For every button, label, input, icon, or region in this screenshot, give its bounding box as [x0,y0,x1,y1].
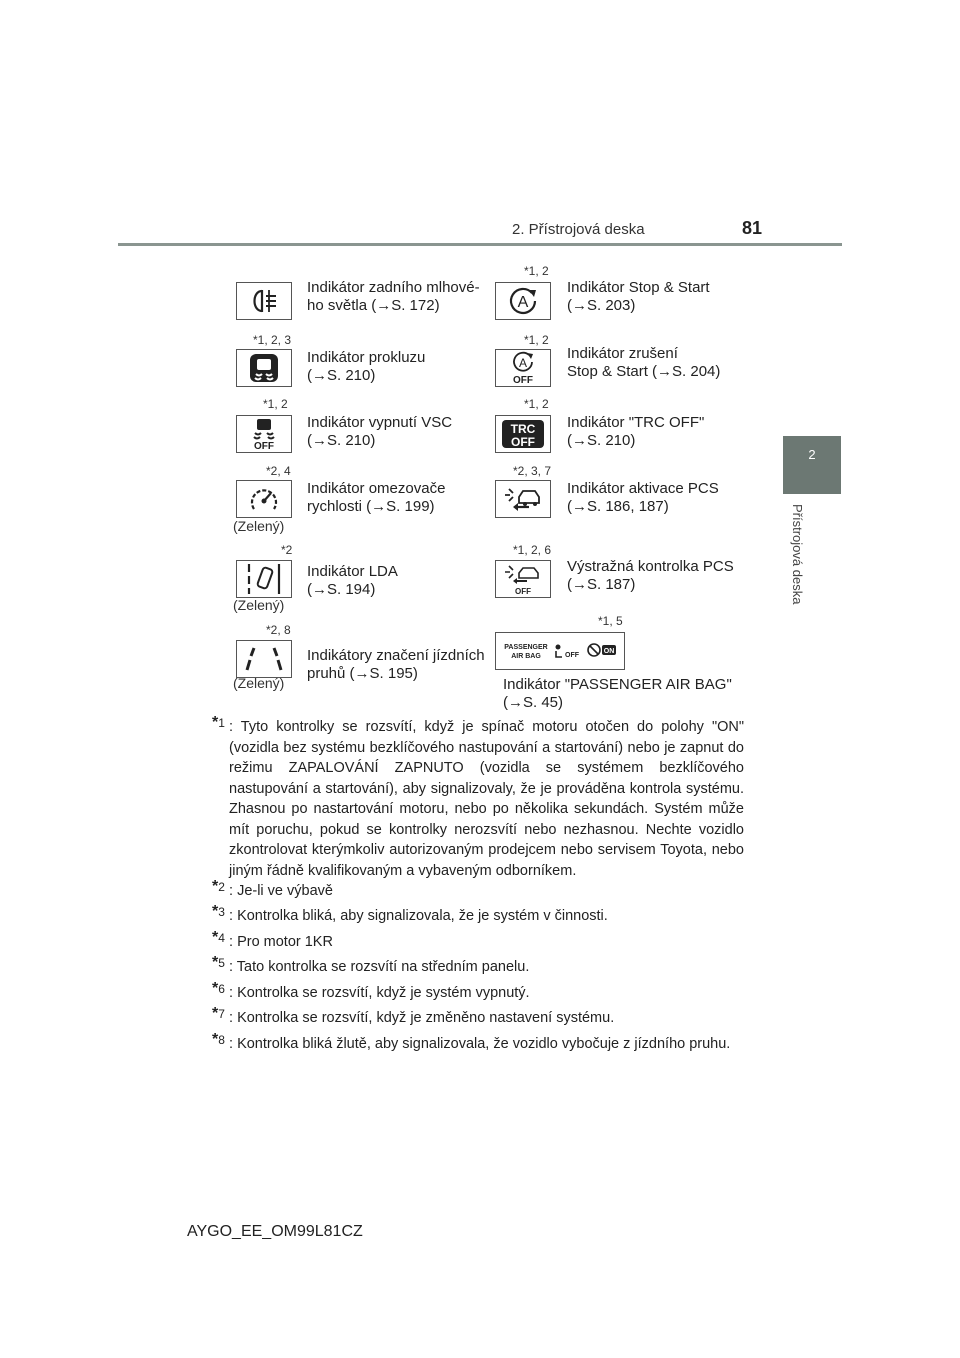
footnote-ref: *2, 8 [266,623,291,637]
footnote-ref: *2 [281,543,293,557]
footnote-marker: *5 [212,954,225,971]
chapter-tab-number: 2 [808,447,816,462]
indicator-label: Indikátor zadního mlhové- ho světla (→S. 172) [307,279,480,314]
footnote-marker: *8 [212,1031,225,1048]
page-number: 81 [742,218,763,238]
footnote-ref: *1, 5 [598,614,623,628]
chapter-tab-label: Přístrojová deska [790,504,805,605]
indicator-label: Indikátor prokluzu (→S. 210) [307,349,426,384]
footnote-marker: *3 [212,903,225,920]
color-note: (Zelený) [233,597,285,613]
footnote: *3 : Kontrolka bliká, aby signalizovala, že je systém v činnosti. [212,903,608,924]
document-code: AYGO_EE_OM99L81CZ [187,1223,363,1240]
footnote: *7 : Kontrolka se rozsvítí, když je změněno nastavení systému. [212,1005,615,1026]
lane-markings-icon [236,640,292,678]
indicator-label: Indikátor vypnutí VSC (→S. 210) [307,414,453,449]
pcs-activation-icon [495,480,551,518]
indicator-label: Indikátor Stop & Start (→S. 203) [567,279,710,314]
footnote-marker: *1 [212,714,225,731]
svg-text:OFF: OFF [565,652,579,659]
indicator-label: Indikátor LDA (→S. 194) [307,563,398,598]
footnote: *5 : Tato kontrolka se rozsvítí na středním panelu. [212,954,530,975]
chapter-tab [783,436,841,494]
svg-text:OFF: OFF [254,441,274,451]
footnote-ref: *1, 2, 6 [513,543,552,557]
speed-limiter-icon [236,480,292,518]
svg-text:AIR BAG: AIR BAG [511,653,541,660]
footnote: *6 : Kontrolka se rozsvítí, když je systém vypnutý. [212,980,530,1001]
footnote-marker: *7 [212,1005,225,1022]
stop-start-off-icon [495,349,551,387]
lda-icon [236,560,292,598]
svg-text:A: A [518,356,528,370]
svg-text:OFF: OFF [511,435,535,449]
svg-text:PASSENGER: PASSENGER [504,644,548,651]
color-note: (Zelený) [233,675,285,691]
footnote-marker: *4 [212,929,225,946]
indicator-label: Indikátor zrušení Stop & Start (→S. 204) [567,345,721,380]
svg-text:OFF: OFF [515,587,531,596]
footnote: *1 : Tyto kontrolky se rozsvítí, když je spínač motoru otočen do polohy "ON" (vozidla bez systému bezklíčového nastupování a startování) nebo je zapnut do režimu ZAPALOVÁNÍ ZAPNUTO (vozidla se systémem bezklíčového nastupování a startování), aby signalizovaly, že je prováděna kontrola systému. Zhasnou po nastartování motoru, nebo po několika sekundách. Systém může mít poruchu, pokud se kontrolky nerozsvítí nebo nezhasnou. Nechte vozidlo zkontrolovat kterýmkoliv autorizovaným prodejcem nebo servisem Toyota, nebo jiným řádně kvalifikovaným a vybaveným odborníkem. [212,714,744,879]
indicator-label: Indikátory značení jízdních pruhů (→S. 195) [307,647,485,682]
indicator-label: Výstražná kontrolka PCS (→S. 187) [567,558,734,593]
slip-indicator-icon [236,349,292,387]
trc-off-icon [495,415,551,453]
header-rule [118,243,842,246]
indicator-label: Indikátor "TRC OFF" (→S. 210) [567,414,705,449]
pcs-warning-icon [495,560,551,598]
svg-text:ON: ON [603,648,615,655]
footnote: *8 : Kontrolka bliká žlutě, aby signalizovala, že vozidlo vybočuje z jízdního pruhu. [212,1031,731,1052]
footnote-ref: *1, 2 [524,264,549,278]
footnote: *4 : Pro motor 1KR [212,929,333,950]
footnote-ref: *1, 2 [524,333,549,347]
svg-text:TRC: TRC [510,422,536,436]
footnote-ref: *1, 2 [263,397,288,411]
stop-start-icon [495,282,551,320]
footnote-ref: *2, 4 [266,464,291,478]
footnote-ref: *1, 2 [524,397,549,411]
rear-fog-light-icon [236,282,292,320]
color-note: (Zelený) [233,518,285,534]
indicator-label: Indikátor omezovače rychlosti (→S. 199) [307,480,446,515]
passenger-airbag-indicator [495,632,625,670]
svg-text:A: A [517,294,529,311]
footnote-ref: *2, 3, 7 [513,464,552,478]
footnote-ref: *1, 2, 3 [253,333,292,347]
svg-text:OFF: OFF [513,375,533,385]
section-title: 2. Přístrojová deska [512,221,645,238]
indicator-label: Indikátor "PASSENGER AIR BAG" (→S. 45) [503,676,732,711]
indicator-label: Indikátor aktivace PCS (→S. 186, 187) [567,480,719,515]
footnote-marker: *6 [212,980,225,997]
footnote-marker: *2 [212,878,225,895]
footnote: *2 : Je-li ve výbavě [212,878,333,899]
vsc-off-icon [236,415,292,453]
